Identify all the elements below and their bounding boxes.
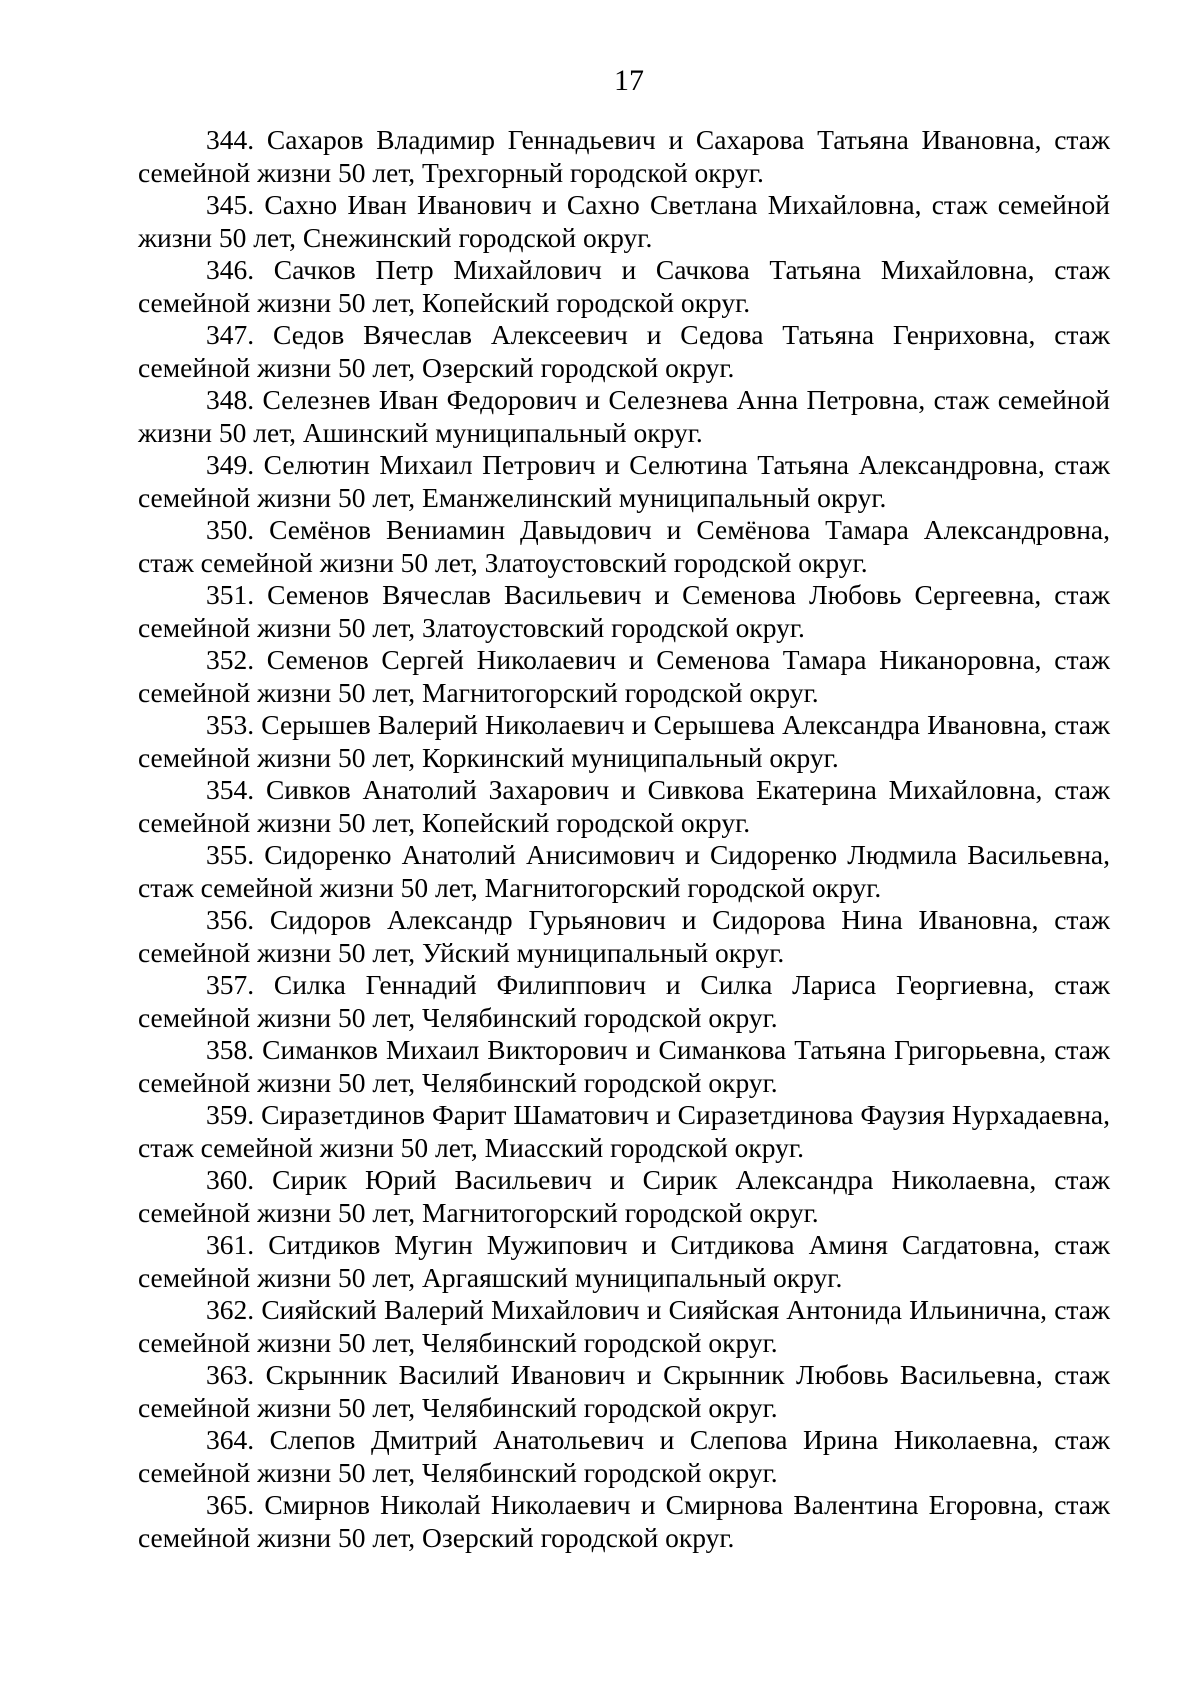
page-number: 17 — [614, 64, 644, 97]
list-item: 353. Серышев Валерий Николаевич и Серышева Александра Ивановна, стаж семейной жизни 50 лет, Коркинский муниципальный округ. — [138, 709, 1110, 773]
list-item: 349. Селютин Михаил Петрович и Селютина Татьяна Александровна, стаж семейной жизни 50 лет, Еманжелинский муниципальный округ. — [138, 449, 1110, 513]
list-item: 363. Скрынник Василий Иванович и Скрынник Любовь Васильевна, стаж семейной жизни 50 лет, Челябинский городской округ. — [138, 1359, 1110, 1423]
list-item: 346. Сачков Петр Михайлович и Сачкова Татьяна Михайловна, стаж семейной жизни 50 лет, Копейский городской округ. — [138, 254, 1110, 318]
list-item: 358. Симанков Михаил Викторович и Симанкова Татьяна Григорьевна, стаж семейной жизни 50 лет, Челябинский городской округ. — [138, 1034, 1110, 1098]
list-item: 344. Сахаров Владимир Геннадьевич и Сахарова Татьяна Ивановна, стаж семейной жизни 50 лет, Трехгорный городской округ. — [138, 124, 1110, 188]
list-item: 347. Седов Вячеслав Алексеевич и Седова Татьяна Генриховна, стаж семейной жизни 50 лет, Озерский городской округ. — [138, 319, 1110, 383]
list-item: 355. Сидоренко Анатолий Анисимович и Сидоренко Людмила Васильевна, стаж семейной жизни 50 лет, Магнитогорский городской округ. — [138, 839, 1110, 903]
list-item: 354. Сивков Анатолий Захарович и Сивкова Екатерина Михайловна, стаж семейной жизни 50 лет, Копейский городской округ. — [138, 774, 1110, 838]
list-item: 352. Семенов Сергей Николаевич и Семенова Тамара Никаноровна, стаж семейной жизни 50 лет, Магнитогорский городской округ. — [138, 644, 1110, 708]
list-item: 348. Селезнев Иван Федорович и Селезнева Анна Петровна, стаж семейной жизни 50 лет, Ашинский муниципальный округ. — [138, 384, 1110, 448]
list-item: 364. Слепов Дмитрий Анатольевич и Слепова Ирина Николаевна, стаж семейной жизни 50 лет, Челябинский городской округ. — [138, 1424, 1110, 1488]
list-item: 356. Сидоров Александр Гурьянович и Сидорова Нина Ивановна, стаж семейной жизни 50 лет, Уйский муниципальный округ. — [138, 904, 1110, 968]
entries-list — [138, 124, 1110, 1554]
list-item: 361. Ситдиков Мугин Мужипович и Ситдикова Аминя Сагдатовна, стаж семейной жизни 50 лет, Аргаяшский муниципальный округ. — [138, 1229, 1110, 1293]
list-item: 362. Сияйский Валерий Михайлович и Сияйская Антонида Ильинична, стаж семейной жизни 50 лет, Челябинский городской округ. — [138, 1294, 1110, 1358]
list-item: 350. Семёнов Вениамин Давыдович и Семёнова Тамара Александровна, стаж семейной жизни 50 лет, Златоустовский городской округ. — [138, 514, 1110, 578]
list-item: 345. Сахно Иван Иванович и Сахно Светлана Михайловна, стаж семейной жизни 50 лет, Снежинский городской округ. — [138, 189, 1110, 253]
list-item: 360. Сирик Юрий Васильевич и Сирик Александра Николаевна, стаж семейной жизни 50 лет, Магнитогорский городской округ. — [138, 1164, 1110, 1228]
list-item: 359. Сиразетдинов Фарит Шаматович и Сиразетдинова Фаузия Нурхадаевна, стаж семейной жизни 50 лет, Миасский городской округ. — [138, 1099, 1110, 1163]
list-item: 351. Семенов Вячеслав Васильевич и Семенова Любовь Сергеевна, стаж семейной жизни 50 лет, Златоустовский городской округ. — [138, 579, 1110, 643]
list-item: 357. Силка Геннадий Филиппович и Силка Лариса Георгиевна, стаж семейной жизни 50 лет, Челябинский городской округ. — [138, 969, 1110, 1033]
list-item: 365. Смирнов Николай Николаевич и Смирнова Валентина Егоровна, стаж семейной жизни 50 лет, Озерский городской округ. — [138, 1489, 1110, 1553]
